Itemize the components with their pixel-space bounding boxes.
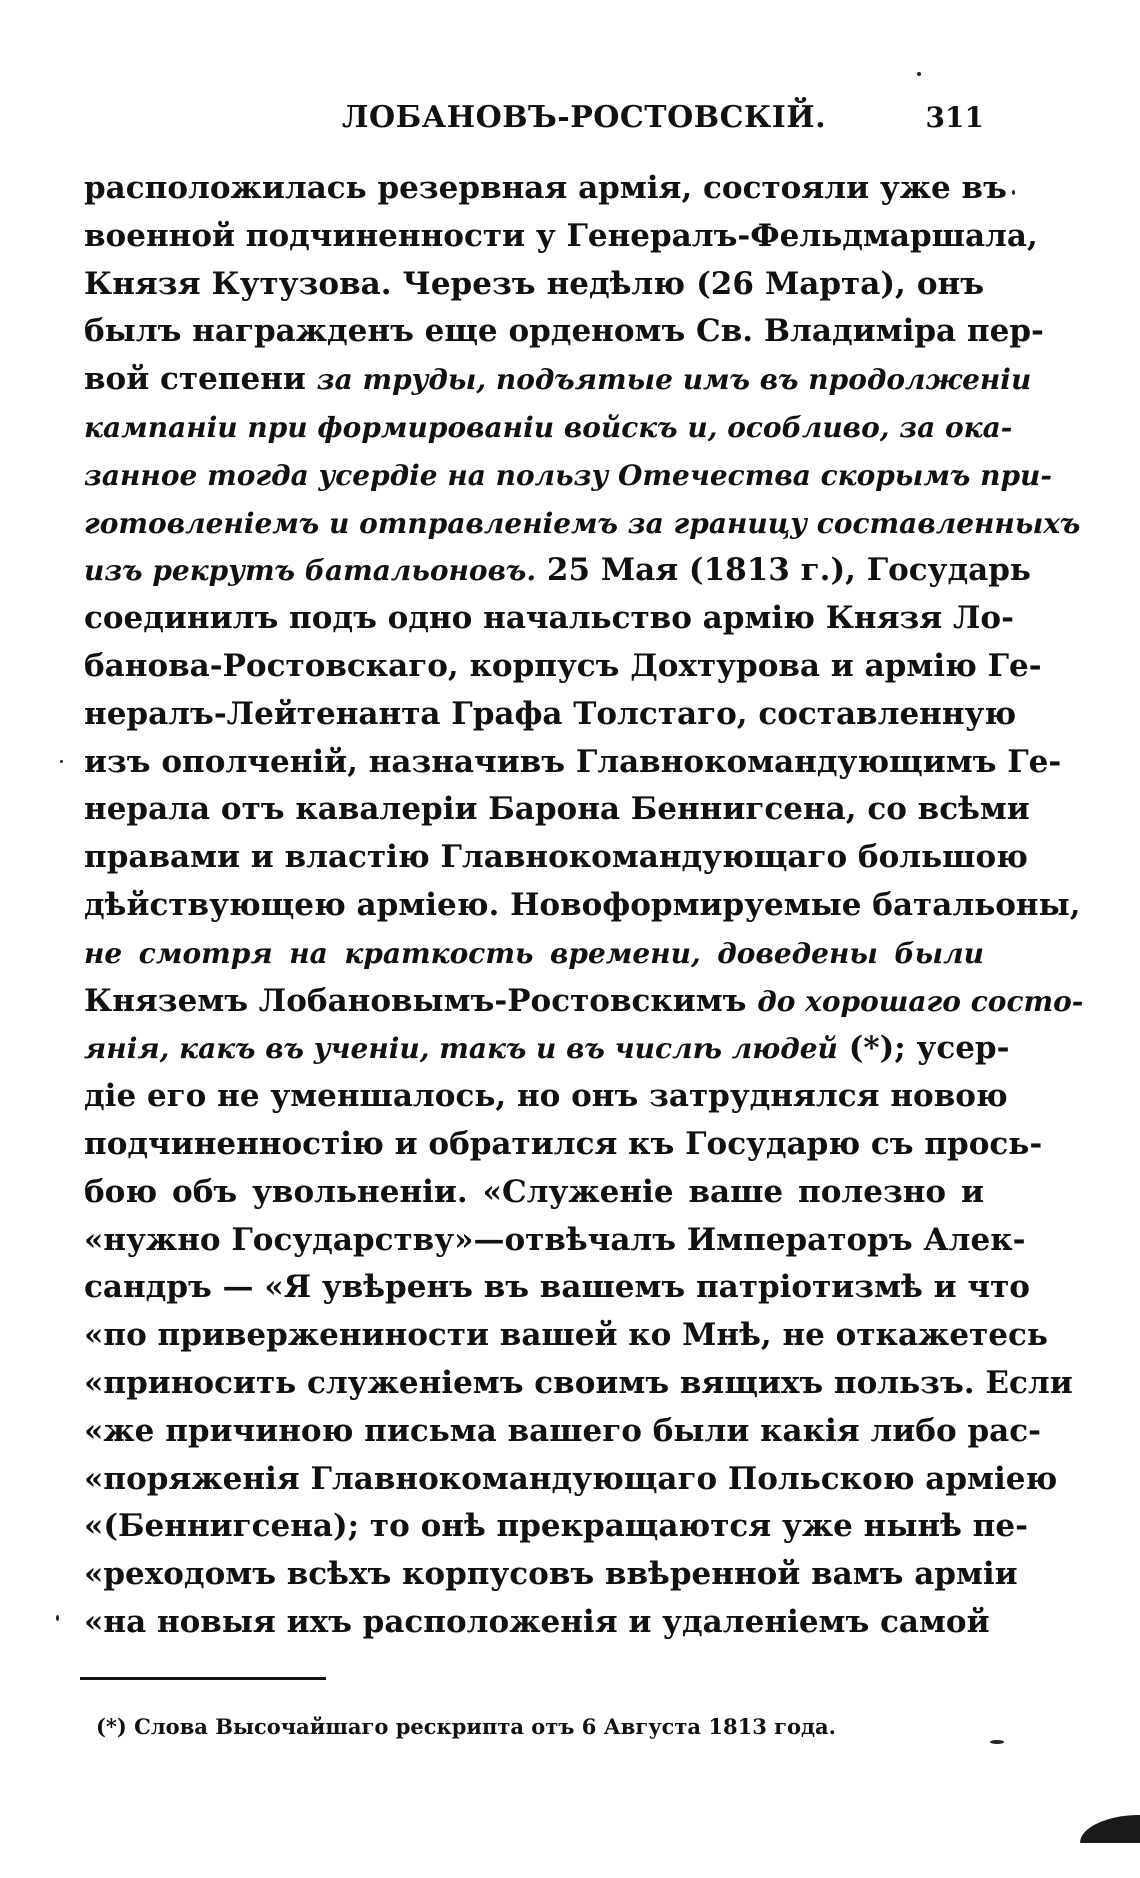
text-line: расположилась резервная армія, состояли уже въ: [84, 170, 1007, 206]
text-line: былъ награжденъ еще орденомъ Св. Владиміра пер-: [84, 313, 1044, 350]
text-line: дѣйствующею арміею. Новоформируемые батальоны,: [84, 886, 1081, 923]
italic-segment: изъ рекрутъ батальоновъ.: [84, 554, 537, 588]
text-line: діе его не уменшалось, но онъ затруднялся новою: [84, 1078, 1008, 1115]
text-line: «на новыя ихъ расположенія и удаленіемъ самой: [84, 1603, 990, 1640]
scan-speck: [917, 72, 921, 76]
text-line: [84, 978, 1084, 1026]
text-line: готовленіемъ и отправленіемъ за границу составленныхъ: [84, 506, 1081, 540]
footnote-rule: [80, 1677, 326, 1680]
text-line: «же причиною письма вашего были какія либо рас-: [84, 1412, 1041, 1449]
italic-segment: до хорошаго состо-: [757, 984, 1084, 1018]
scan-speck: [990, 1740, 1004, 1744]
text-line: банова-Ростовскаго, корпусъ Дохтурова и армію Ге-: [84, 647, 1042, 684]
text-line: сандръ — «Я увѣренъ въ вашемъ патріотизмѣ и что: [84, 1269, 1030, 1306]
scan-edge-shadow: [1080, 1815, 1140, 1843]
text-line: правами и властію Главнокомандующаго большою: [84, 839, 1028, 876]
body-text: [84, 165, 1084, 1647]
text-line: «поряженія Главнокомандующаго Польскою арміею: [84, 1460, 1058, 1497]
text-line: [84, 1025, 1010, 1073]
text-line: военной подчиненности у Генералъ-Фельдмаршала,: [84, 217, 1038, 254]
text-line: [84, 547, 1031, 595]
text-line: бою объ увольненіи. «Служеніе ваше полезно и: [84, 1173, 984, 1210]
text-segment: (*); усер-: [848, 1030, 1010, 1067]
scan-speck: [56, 1615, 59, 1621]
page-number: 311: [925, 101, 984, 134]
text-line: Князя Кутузова. Черезъ недѣлю (26 Марта), онъ: [84, 265, 984, 302]
scan-speck: [60, 760, 63, 763]
italic-segment: янія, какъ въ ученіи, такъ и въ числѣ людей: [84, 1032, 838, 1066]
text-segment: вой степени: [84, 361, 306, 398]
text-line: «нужно Государству»—отвѣчалъ Императоръ Алек-: [84, 1221, 1026, 1258]
text-line: занное тогда усердіе на пользу Отечества скорымъ при-: [84, 458, 1053, 492]
text-line: нерала отъ кавалеріи Барона Беннигсена, со всѣми: [84, 791, 1030, 828]
footnote: (*) Слова Высочайшаго рескрипта отъ 6 Августа 1813 года.: [96, 1714, 836, 1739]
text-line: «(Беннигсена); то онѣ прекращаются уже нынѣ пе-: [84, 1508, 1028, 1545]
text-line: подчиненностію и обратился къ Государю съ прось-: [84, 1125, 1043, 1162]
text-line: соединилъ подъ одно начальство армію Князя Ло-: [84, 600, 1014, 637]
text-line: нералъ-Лейтенанта Графа Толстаго, составленную: [84, 695, 1017, 732]
text-line: «по привержениности вашей ко Мнѣ, не откажетесь: [84, 1317, 1048, 1354]
text-line: [84, 356, 1032, 404]
page-header: [84, 98, 984, 138]
text-line: «приносить служеніемъ своимъ вящихъ пользъ. Если: [84, 1364, 1073, 1401]
text-line: кампаніи при формированіи войскъ и, особливо, за ока-: [84, 410, 1013, 444]
text-line: изъ ополченій, назначивъ Главнокомандующимъ Ге-: [84, 743, 1062, 780]
text-line: не смотря на краткость времени, доведены были: [84, 936, 984, 970]
text-segment: 25 Мая (1813 г.), Государь: [546, 552, 1031, 589]
text-line: «реходомъ всѣхъ корпусовъ ввѣренной вамъ арміи: [84, 1556, 1018, 1593]
italic-segment: за труды, подъятые имъ въ продолженіи: [316, 363, 1032, 397]
scan-speck: [1012, 190, 1015, 195]
running-head: ЛОБАНОВЪ-РОСТОВСКІЙ.: [342, 100, 827, 135]
text-segment: Княземъ Лобановымъ-Ростовскимъ: [84, 982, 747, 1019]
